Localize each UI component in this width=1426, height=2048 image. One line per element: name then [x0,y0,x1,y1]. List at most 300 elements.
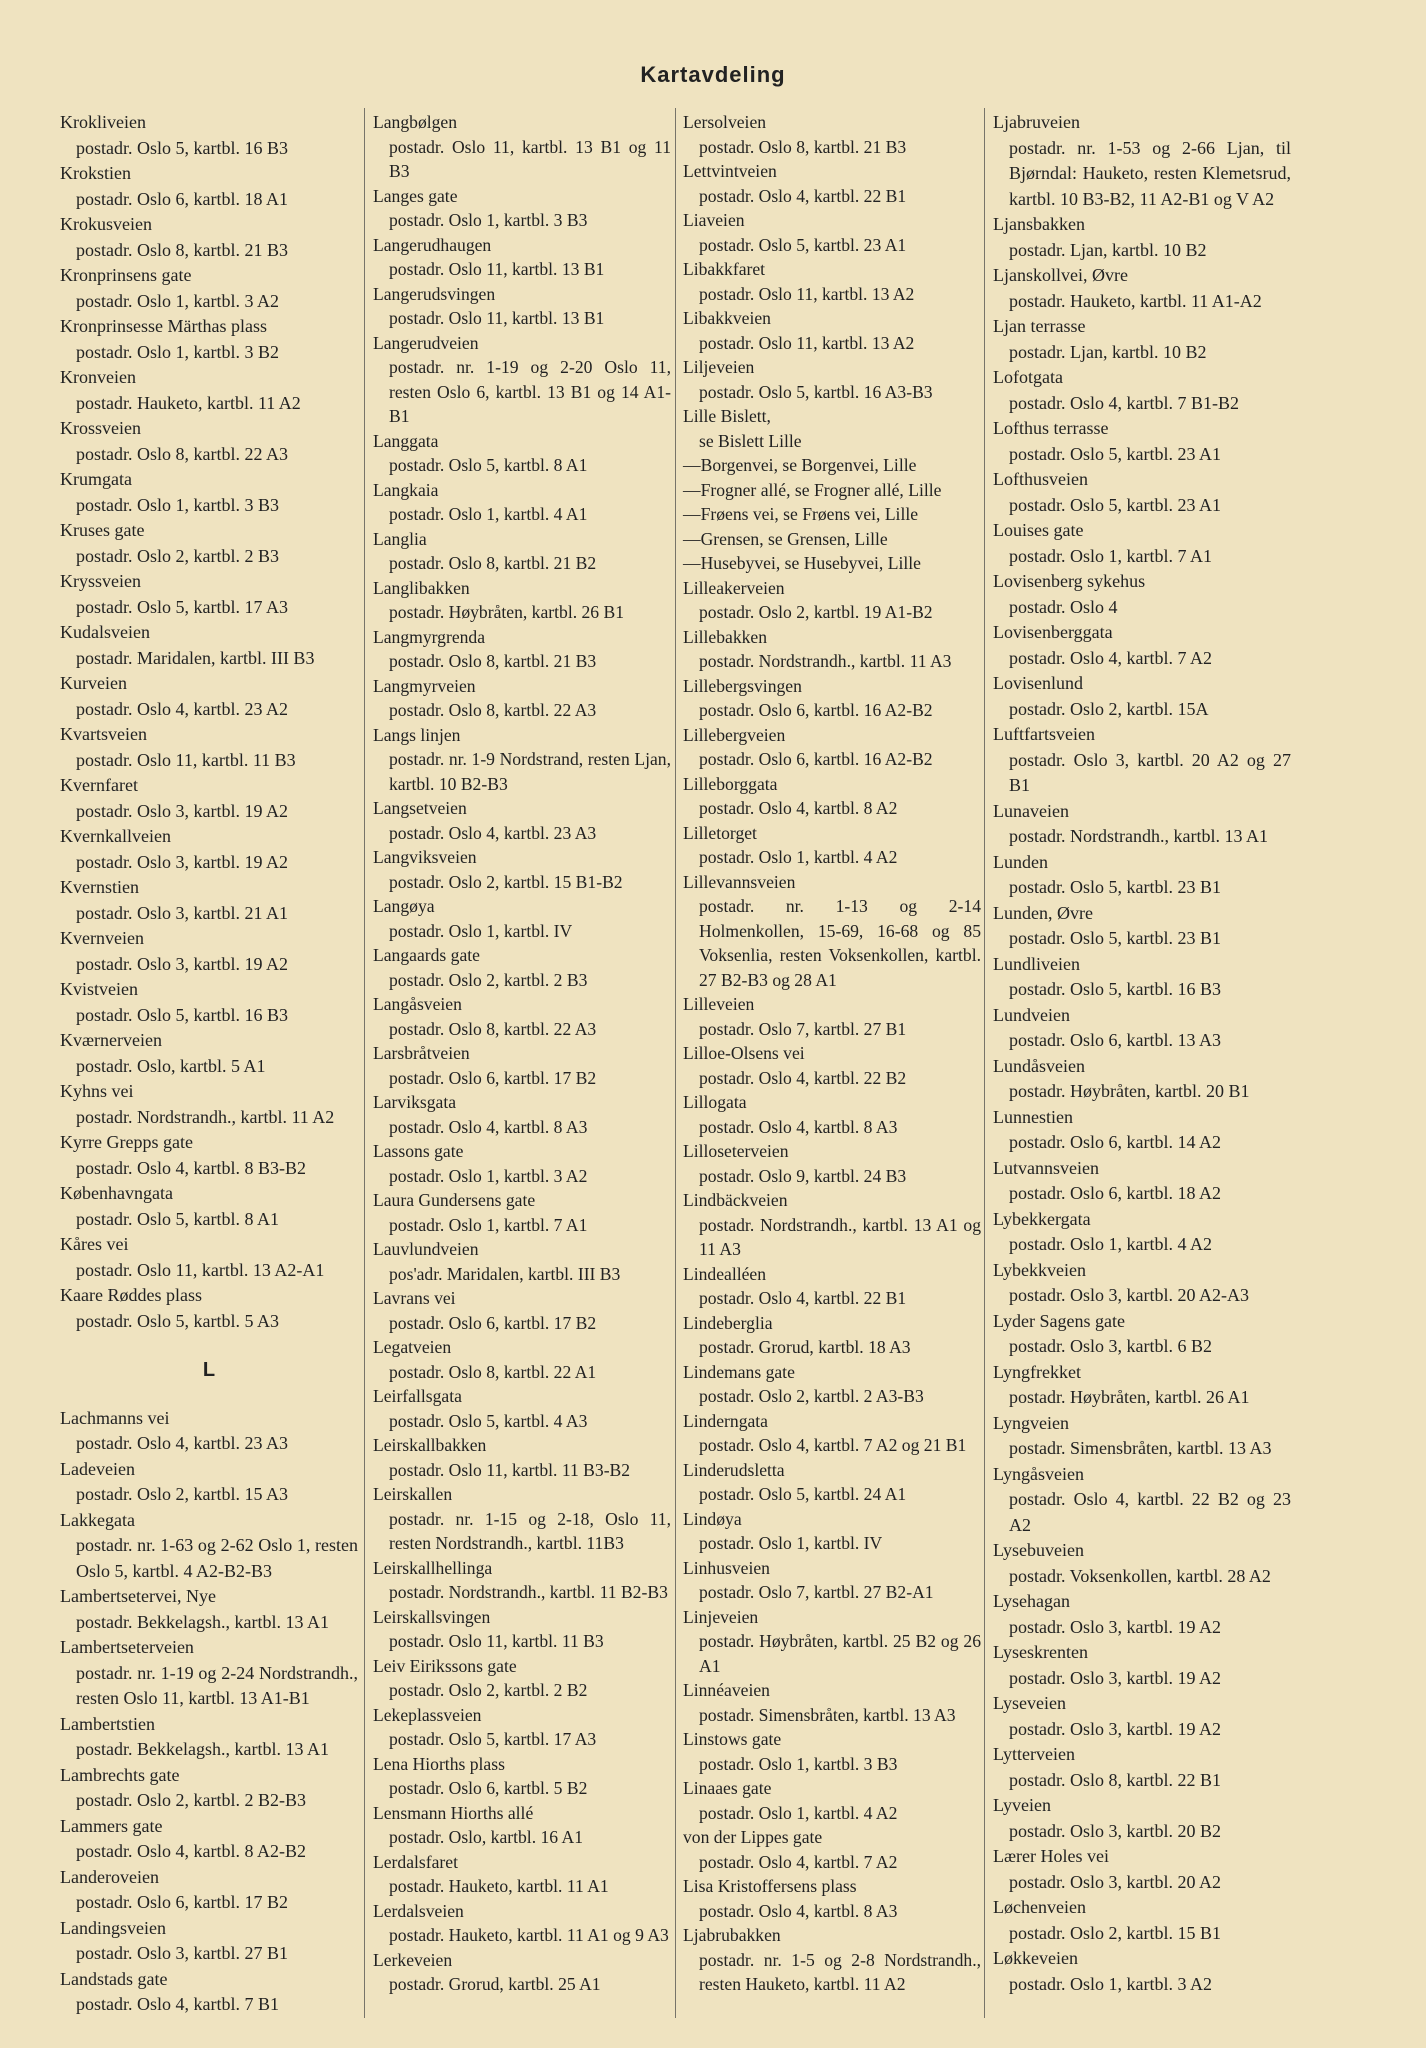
street-name: —Frogner allé, se Frogner allé, Lille [683,479,942,500]
street-postal-detail: postadr. Oslo 4, kartbl. 8 A3 [699,1900,898,1921]
street-name: Lysebuveien [993,1540,1084,1560]
street-entry [60,1028,358,1079]
street-entry [373,576,671,625]
street-name: Ljabrubakken [683,1925,781,1945]
street-name: Lundliveien [993,953,1080,974]
street-postal-detail: postadr. Nordstrandh., kartbl. 11 A2 [76,1106,335,1127]
street-name: Lambertseterveien [60,1637,194,1657]
street-postal-detail: postadr. nr. 1-9 Nordstrand, resten Ljan, kartbl. 10 B2-B3 [389,749,671,794]
street-name: Krokstien [60,163,131,183]
street-name: Lyveien [993,1795,1051,1815]
street-name: Ljanskollvei, Øvre [993,265,1128,285]
street-entry [683,257,981,306]
street-name: Lyseskrenten [993,1642,1088,1662]
street-entry [373,1850,671,1899]
street-postal-detail: postadr. Oslo 4, kartbl. 22 B1 [699,1288,907,1308]
street-postal-detail: postadr. Oslo 3, kartbl. 19 A2 [76,953,288,974]
street-name: von der Lippes gate [683,1827,823,1847]
street-entry [60,1406,358,1457]
street-postal-detail: postadr. Oslo 8, kartbl. 22 A1 [389,1361,597,1382]
street-entry [373,1433,671,1482]
street-postal-detail: postadr. nr. 1-53 og 2-66 Ljan, til Bjørndal: Hauketo, resten Klemetsrud, kartbl. 10 B3-B2, 11 A2-B1 og V A2 [1009,137,1291,209]
street-name: Kvernstien [60,877,139,897]
street-postal-detail: postadr. Oslo 6, kartbl. 17 B2 [76,1892,288,1912]
street-name: Lyngveien [993,1412,1069,1433]
street-name: Løchenveien [993,1897,1086,1917]
street-postal-detail: postadr. Oslo 4, kartbl. 22 B2 og 23 A2 [1009,1489,1291,1535]
street-postal-detail: postadr. Oslo 11, kartbl. 13 B1 [389,259,605,279]
street-entry [373,1948,671,1997]
street-entry [60,926,358,977]
street-postal-detail: postadr. Oslo 11, kartbl. 11 B3 [389,1631,604,1651]
street-name: Krumgata [60,469,132,489]
street-entry [373,1139,671,1188]
street-entry [60,620,358,671]
street-entry [993,314,1291,365]
street-postal-detail: postadr. Oslo 1, kartbl. 3 B3 [699,1753,898,1774]
street-postal-detail: postadr. Grorud, kartbl. 25 A1 [389,1974,601,1994]
street-entry [60,1283,358,1334]
street-postal-detail: postadr. Oslo 5, kartbl. 16 B3 [1009,979,1221,999]
street-postal-detail: postadr. Oslo 8, kartbl. 21 B2 [389,553,597,573]
street-name: Lassons gate [373,1141,464,1161]
street-name: —Husebyvei, se Husebyvei, Lille [683,553,921,573]
street-entry [683,527,981,552]
street-entry [993,1742,1291,1793]
street-postal-detail: postadr. Oslo 1, kartbl. 3 A2 [389,1165,588,1186]
street-postal-detail: postadr. Oslo 5, kartbl. 23 B1 [1009,877,1221,897]
street-name: Lerkeveien [373,1949,453,1970]
street-postal-detail: postadr. Oslo 1, kartbl. 4 A2 [699,847,898,867]
street-entry [373,625,671,674]
street-name: Lofthusveien [993,469,1088,489]
street-postal-detail: postadr. nr. 1-15 og 2-18, Oslo 11, resten Nordstrandh., kartbl. 11B3 [389,1508,671,1553]
street-entry [373,1482,671,1556]
street-name: Langgata [373,430,439,451]
street-postal-detail: postadr. Oslo 11, kartbl. 13 A2 [699,332,915,353]
street-name: Lillebergsvingen [683,675,802,696]
street-name: Lillebergveien [683,724,786,745]
street-postal-detail: postadr. Oslo 7, kartbl. 27 B2-A1 [699,1582,934,1602]
street-name: Lysehagan [993,1591,1070,1611]
street-name: Lersolveien [683,112,767,132]
street-name: Lensmann Hiorths allé [373,1802,534,1823]
street-entry [683,551,981,576]
street-entry [993,110,1291,212]
street-name: Lilloe-Olsens vei [683,1043,805,1063]
street-postal-detail: postadr. Oslo 3, kartbl. 19 A2 [1009,1616,1221,1637]
street-entry [683,1507,981,1556]
street-postal-detail: postadr. Oslo 8, kartbl. 22 B1 [1009,1769,1221,1790]
street-entry [683,1458,981,1507]
street-postal-detail: postadr. Oslo 1, kartbl. 7 A1 [1009,545,1212,566]
street-name: Lundåsveien [993,1055,1085,1076]
street-name: Langaards gate [373,945,480,965]
street-postal-detail: postadr. Oslo 6, kartbl. 13 A3 [1009,1030,1221,1050]
street-entry [683,1360,981,1409]
street-entry [993,671,1291,722]
street-entry [993,212,1291,263]
street-postal-detail: postadr. Oslo 4, kartbl. 8 B3-B2 [76,1157,306,1178]
street-entry [373,1654,671,1703]
street-postal-detail: postadr. Oslo 8, kartbl. 21 B3 [389,651,597,671]
street-name: Libakkveien [683,308,771,328]
street-name: Lilleborggata [683,773,778,794]
street-postal-detail: postadr. Oslo 1, kartbl. 4 A2 [699,1802,898,1823]
street-postal-detail: postadr. Hauketo, kartbl. 11 A2 [76,392,301,413]
street-postal-detail: postadr. Oslo 4, kartbl. 23 A3 [76,1433,288,1453]
street-entry [373,992,671,1041]
street-entry [683,821,981,870]
street-name: Linnéaveien [683,1680,770,1700]
street-entry [60,671,358,722]
street-name: Lammers gate [60,1815,163,1836]
street-postal-detail: postadr. Oslo 1, kartbl. 4 A1 [389,504,588,524]
street-entry [60,977,358,1028]
street-postal-detail: postadr. Oslo 6, kartbl. 16 A2-B2 [699,749,933,769]
street-postal-detail: postadr. nr. 1-19 og 2-24 Nordstrandh., resten Oslo 11, kartbl. 13 A1-B1 [76,1662,358,1708]
street-entry [683,1090,981,1139]
street-name: —Borgenvei, se Borgenvei, Lille [683,455,917,475]
street-postal-detail: postadr. Simensbråten, kartbl. 13 A3 [699,1704,956,1725]
street-entry [683,1262,981,1311]
street-entry [60,1814,358,1865]
page-header: Kartavdeling [640,62,786,87]
street-entry [993,1462,1291,1539]
street-entry [60,212,358,263]
street-entry [60,875,358,926]
street-name: Langmyrgrenda [373,626,486,647]
street-postal-detail: postadr. Oslo 4, kartbl. 7 A2 [699,1851,898,1872]
street-name: Ljan terrasse [993,316,1086,336]
street-name: Laura Gundersens gate [373,1190,536,1210]
street-entry [373,429,671,478]
street-postal-detail: postadr. Oslo 8, kartbl. 21 B3 [699,136,907,157]
street-postal-detail: postadr. Grorud, kartbl. 18 A3 [699,1337,911,1357]
street-postal-detail: postadr. Oslo 3, kartbl. 19 A2 [1009,1718,1221,1739]
street-name: Lauvlundveien [373,1239,479,1259]
street-entry [683,1825,981,1874]
street-postal-detail: postadr. Oslo 11, kartbl. 13 B1 [389,308,605,328]
street-name: Leirskallbakken [373,1435,487,1455]
street-postal-detail: postadr. Oslo 6, kartbl. 14 A2 [1009,1132,1221,1152]
street-name: Legatveien [373,1337,452,1357]
street-name: Lindbäckveien [683,1190,788,1210]
street-entry [993,952,1291,1003]
street-name: Kryssveien [60,571,141,591]
street-name: Langmyrveien [373,675,476,696]
street-entry [683,159,981,208]
street-entry [683,1041,981,1090]
street-postal-detail: pos'adr. Maridalen, kartbl. III B3 [389,1263,621,1284]
street-entry [60,110,358,161]
street-entry [373,1335,671,1384]
street-postal-detail: postadr. Oslo 4, kartbl. 23 A3 [389,822,597,843]
street-entry [993,1946,1291,1997]
street-entry [683,992,981,1041]
street-name: Lyseveien [993,1693,1066,1713]
street-entry [60,1130,358,1181]
street-entry [373,110,671,184]
street-entry [993,518,1291,569]
street-entry [993,1207,1291,1258]
street-postal-detail: postadr. Oslo 5, kartbl. 23 A1 [699,234,907,255]
street-postal-detail: postadr. Nordstrandh., kartbl. 11 A3 [699,651,952,671]
street-name: Leirfallsgata [373,1386,462,1406]
street-name: Lybekkveien [993,1259,1086,1280]
street-postal-detail: postadr. Ljan, kartbl. 10 B2 [1009,341,1207,362]
street-postal-detail: se Bislett Lille [699,430,802,451]
street-postal-detail: postadr. Oslo 6, kartbl. 18 A1 [76,188,288,209]
street-entry [373,894,671,943]
street-entry [993,1411,1291,1462]
street-postal-detail: postadr. Oslo 5, kartbl. 8 A1 [389,455,588,475]
street-postal-detail: postadr. Oslo 11, kartbl. 13 A2-A1 [76,1259,325,1280]
street-name: Ladeveien [60,1458,135,1479]
street-entry [993,1844,1291,1895]
street-postal-detail: postadr. Oslo 8, kartbl. 22 A3 [389,1018,597,1039]
street-entry [993,365,1291,416]
street-name: Lunden, Øvre [993,902,1093,923]
street-postal-detail: postadr. Oslo 6, kartbl. 18 A2 [1009,1183,1221,1203]
street-name: Leirskallen [373,1484,453,1504]
street-name: Lutvannsveien [993,1157,1099,1178]
street-name: Langåsveien [373,994,462,1014]
street-entry [60,1508,358,1585]
street-name: Lille Bislett, [683,406,771,426]
street-name: Lyngåsveien [993,1463,1084,1484]
street-postal-detail: postadr. Oslo 2, kartbl. 2 B2-B3 [76,1790,306,1810]
street-name: Lyder Sagens gate [993,1310,1125,1331]
street-name: Lillevannsveien [683,871,796,892]
street-entry [683,404,981,453]
street-postal-detail: postadr. Oslo 6, kartbl. 5 B2 [389,1778,588,1798]
street-entry [60,518,358,569]
street-postal-detail: postadr. Oslo 2, kartbl. 15 B1 [1009,1922,1221,1943]
street-name: —Grensen, se Grensen, Lille [683,528,888,549]
street-entry [60,1916,358,1967]
street-name: Lundveien [993,1004,1070,1025]
street-entry [993,1895,1291,1946]
street-entry [993,1640,1291,1691]
street-entry [683,1727,981,1776]
street-postal-detail: postadr. Oslo 2, kartbl. 2 B3 [389,969,588,990]
street-entry [373,478,671,527]
street-name: Leiv Eirikssons gate [373,1655,517,1676]
street-entry [683,110,981,159]
street-entry [993,722,1291,799]
street-postal-detail: postadr. Oslo 11, kartbl. 13 A2 [699,283,915,304]
street-name: Lakkegata [60,1509,135,1530]
street-name: Kyhns vei [60,1081,134,1101]
street-postal-detail: postadr. Oslo 2, kartbl. 15A [1009,698,1209,719]
street-name: Landeroveien [60,1866,159,1887]
street-entry [373,1605,671,1654]
street-entry [683,625,981,674]
street-postal-detail: postadr. Maridalen, kartbl. III B3 [76,647,315,668]
street-entry [993,569,1291,620]
street-postal-detail: postadr. Oslo 4, kartbl. 8 A2 [699,798,898,818]
street-entry [683,208,981,257]
street-entry [993,850,1291,901]
street-name: Langerudsvingen [373,283,496,304]
street-entry [373,1188,671,1237]
street-postal-detail: postadr. Høybråten, kartbl. 25 B2 og 26 A1 [699,1631,981,1676]
street-name: Ljansbakken [993,214,1085,234]
street-postal-detail: postadr. Oslo 5, kartbl. 16 B3 [76,1004,288,1025]
street-entry [60,1584,358,1635]
street-name: Lærer Holes vei [993,1846,1109,1866]
street-name: Linhusveien [683,1557,770,1578]
street-name: Lisa Kristoffersens plass [683,1876,857,1896]
street-name: Langlia [373,528,427,549]
street-entry [683,1311,981,1360]
street-postal-detail: postadr. Oslo 4, kartbl. 7 B1-B2 [1009,392,1239,413]
street-entry [60,773,358,824]
street-name: Lofthus terrasse [993,418,1109,438]
street-name: Langsetveien [373,798,467,818]
street-name: Københavngata [60,1183,173,1203]
street-postal-detail: postadr. Oslo 2, kartbl. 19 A1-B2 [699,602,933,622]
street-name: Liljeveien [683,357,755,377]
index-column-1 [60,110,358,2022]
street-entry [993,263,1291,314]
street-postal-detail: postadr. Hauketo, kartbl. 11 A1 [389,1876,609,1896]
street-postal-detail: postadr. Oslo 3, kartbl. 20 A2 og 27 B1 [1009,749,1291,795]
street-name: Kvernfaret [60,775,138,795]
street-postal-detail: postadr. Oslo 9, kartbl. 24 B3 [699,1165,907,1186]
street-postal-detail: postadr. Oslo 5, kartbl. 4 A3 [389,1410,588,1431]
street-name: Langbølgen [373,112,458,132]
street-postal-detail: postadr. Oslo 3, kartbl. 19 A2 [1009,1667,1221,1688]
street-postal-detail: postadr. Oslo 2, kartbl. 15 B1-B2 [389,871,623,892]
street-entry [683,1776,981,1825]
street-entry [683,1556,981,1605]
street-name: Linderngata [683,1410,768,1431]
street-postal-detail: postadr. Oslo 4, kartbl. 7 A2 og 21 B1 [699,1435,967,1455]
column-divider [364,108,365,2018]
street-postal-detail: postadr. Nordstrandh., kartbl. 13 A1 og 11 A3 [699,1214,981,1259]
street-postal-detail: postadr. Oslo, kartbl. 16 A1 [389,1827,584,1847]
street-name: Lybekkergata [993,1208,1091,1229]
street-postal-detail: postadr. Oslo 5, kartbl. 5 A3 [76,1310,279,1331]
street-name: Lekeplassveien [373,1704,482,1725]
street-entry [683,870,981,993]
street-entry [683,1139,981,1188]
street-entry [683,772,981,821]
street-postal-detail: postadr. Oslo 3, kartbl. 19 A2 [76,800,288,821]
street-postal-detail: postadr. Oslo 1, kartbl. 3 A2 [76,290,279,311]
street-name: Kvernkallveien [60,826,171,846]
street-postal-detail: postadr. Oslo 11, kartbl. 13 B1 og 11 B3 [389,136,671,181]
street-entry [683,576,981,625]
street-entry [60,1635,358,1712]
street-name: Linstows gate [683,1729,782,1749]
street-entry [373,723,671,797]
street-entry [373,1703,671,1752]
street-postal-detail: postadr. Oslo 5, kartbl. 17 A3 [76,596,288,617]
street-entry [683,1188,981,1262]
street-name: Louises gate [993,520,1084,540]
street-name: Lettvintveien [683,161,777,181]
street-name: Langøya [373,896,435,916]
street-entry [993,1691,1291,1742]
street-name: Lambertstien [60,1713,155,1734]
street-entry [683,1678,981,1727]
street-entry [60,722,358,773]
street-entry [60,416,358,467]
street-postal-detail: postadr. Oslo 6, kartbl. 17 B2 [389,1312,597,1333]
street-name: Kronprinsesse Märthas plass [60,316,267,336]
street-entry [373,1801,671,1850]
street-name: Langviksveien [373,847,477,867]
street-entry [60,1457,358,1508]
street-postal-detail: postadr. Oslo 1, kartbl. 4 A2 [1009,1234,1212,1254]
street-postal-detail: postadr. Oslo 3, kartbl. 27 B1 [76,1943,288,1963]
street-postal-detail: postadr. Oslo 7, kartbl. 27 B1 [699,1018,907,1039]
street-entry [373,1899,671,1948]
street-postal-detail: postadr. Oslo 4, kartbl. 8 A3 [699,1116,898,1137]
street-postal-detail: postadr. nr. 1-5 og 2-8 Nordstrandh., resten Hauketo, kartbl. 11 A2 [699,1949,981,1994]
street-name: Lindeberglia [683,1312,773,1333]
street-name: Kyrre Grepps gate [60,1132,193,1152]
street-postal-detail: postadr. Oslo 3, kartbl. 19 A2 [76,851,288,872]
street-entry [373,1384,671,1433]
street-postal-detail: postadr. Oslo, kartbl. 5 A1 [76,1055,266,1076]
street-postal-detail: postadr. Oslo 4, kartbl. 23 A2 [76,698,288,719]
street-entry [683,355,981,404]
street-name: Leirskallhellinga [373,1557,493,1578]
street-name: Lovisenlund [993,673,1083,693]
street-name: Lindemans gate [683,1361,795,1382]
street-postal-detail: postadr. Oslo 4, kartbl. 8 A2-B2 [76,1841,306,1861]
street-postal-detail: postadr. Oslo 3, kartbl. 21 A1 [76,902,288,923]
street-name: Løkkeveien [993,1948,1078,1968]
street-entry [993,1003,1291,1054]
street-postal-detail: postadr. Bekkelagsh., kartbl. 13 A1 [76,1739,329,1759]
street-name: Linaaes gate [683,1778,772,1798]
street-name: Kurveien [60,673,127,693]
street-entry [993,1538,1291,1589]
street-name: Lambrechts gate [60,1764,180,1785]
street-postal-detail: postadr. nr. 1-19 og 2-20 Oslo 11, resten Oslo 6, kartbl. 13 B1 og 14 A1-B1 [389,357,671,426]
street-entry [60,1079,358,1130]
street-name: Lovisenberg sykehus [993,571,1146,591]
street-entry [373,1556,671,1605]
street-name: Lerdalsfaret [373,1851,458,1872]
street-entry [373,1041,671,1090]
street-postal-detail: postadr. Oslo 2, kartbl. 2 A3-B3 [699,1386,924,1406]
street-postal-detail: postadr. Hauketo, kartbl. 11 A1-A2 [1009,290,1262,311]
street-name: Kronprinsens gate [60,265,192,285]
street-entry [993,416,1291,467]
section-letter: L [202,1359,216,1381]
street-postal-detail: postadr. Ljan, kartbl. 10 B2 [1009,239,1207,260]
street-name: —Frøens vei, se Frøens vei, Lille [683,504,919,524]
street-name: Kaare Røddes plass [60,1285,202,1305]
street-postal-detail: postadr. Bekkelagsh., kartbl. 13 A1 [76,1611,329,1632]
street-postal-detail: postadr. Oslo 1, kartbl. 7 A1 [389,1214,588,1235]
street-postal-detail: postadr. Oslo 11, kartbl. 11 B3-B2 [389,1459,631,1480]
street-name: Larsbråtveien [373,1043,470,1063]
street-entry [683,502,981,527]
street-name: Landstads gate [60,1968,168,1989]
street-name: Lillebakken [683,626,768,647]
street-postal-detail: postadr. Oslo 3, kartbl. 20 A2 [1009,1871,1221,1892]
street-postal-detail: postadr. Oslo 5, kartbl. 23 A1 [1009,443,1221,464]
street-name: Langkaia [373,479,439,500]
street-name: Kronveien [60,367,136,387]
